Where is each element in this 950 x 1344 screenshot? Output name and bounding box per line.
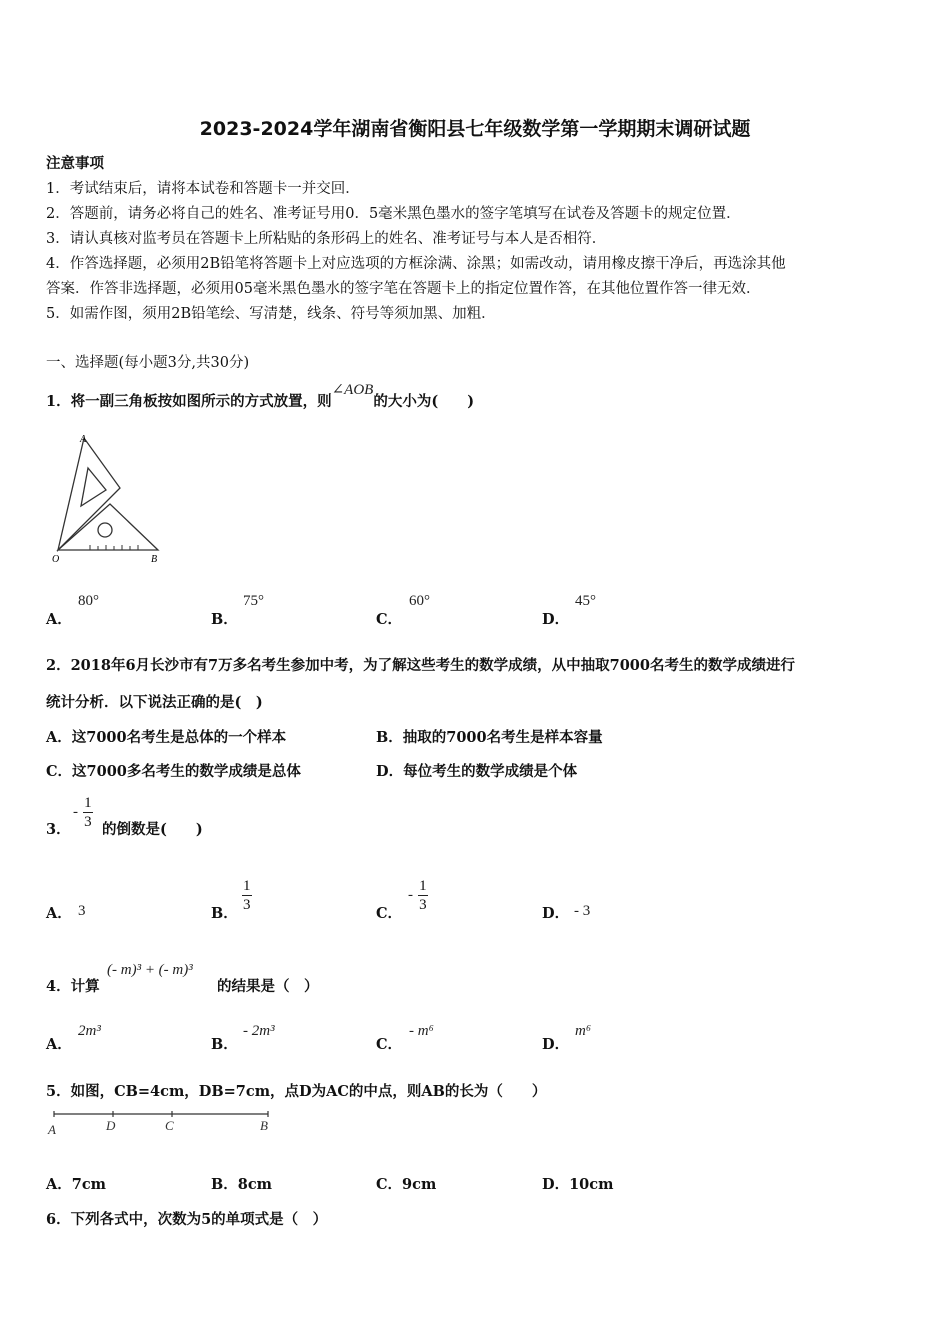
q3-option-c-letter: C． [376, 905, 403, 922]
q1-option-b-value: 75° [243, 593, 264, 609]
q4-option-d-letter: D． [542, 1036, 570, 1053]
q3-option-b-frac-d: 3 [243, 897, 251, 913]
notice-heading: 注意事项 [46, 155, 104, 172]
q2-option-a[interactable]: A．这7000名考生是总体的一个样本 [46, 729, 287, 746]
notice-item-4: 4．作答选择题，必须用2B铅笔将答题卡上对应选项的方框涂满、涂黑；如需改动，请用橡皮擦干净后，再选涂其他 [46, 256, 786, 272]
q5-option-d-letter: D． [542, 1176, 570, 1193]
point-d-label: D [106, 1118, 116, 1133]
q3-option-b-frac [242, 877, 252, 914]
q2-option-b[interactable]: B．抽取的7000名考生是样本容量 [376, 729, 603, 746]
q3-option-c-neg: - [408, 887, 413, 903]
q3-option-d-letter: D． [542, 905, 570, 922]
question-6-text: 6．下列各式中，次数为5的单项式是（ ） [46, 1211, 328, 1228]
point-b-label: B [260, 1118, 268, 1133]
q1-option-a[interactable] [46, 608, 72, 629]
q4-option-b-value: - 2m³ [243, 1023, 275, 1039]
q3-option-b-letter: B． [211, 905, 238, 922]
q5-option-b-value: 8cm [237, 1176, 273, 1193]
q3-option-a[interactable] [46, 902, 72, 923]
line-segment-figure [46, 1106, 276, 1138]
q4-option-a[interactable] [46, 1033, 72, 1054]
fig-label-o: O [52, 554, 60, 565]
page-title: 2023-2024学年湖南省衡阳县七年级数学第一学期期末调研试题 [199, 118, 751, 140]
q3-frac [83, 794, 93, 831]
q1-option-a-value: 80° [78, 593, 99, 609]
q1-option-d-letter: D． [542, 611, 570, 628]
section-heading: 一、选择题(每小题3分,共30分) [46, 355, 250, 371]
q3-option-d-value: - 3 [574, 903, 591, 919]
question-4-text-a: 4．计算 [46, 978, 100, 995]
q5-option-c-value: 9cm [402, 1176, 437, 1193]
question-3-number: 3． [46, 821, 71, 838]
q3-option-d[interactable] [542, 902, 569, 923]
q3-frac-n: 1 [84, 795, 92, 811]
notice-item-4-cont: 答案．作答非选择题，必须用05毫米黑色墨水的签字笔在答题卡上的指定位置作答，在其他位置作答一律无效． [46, 281, 761, 297]
q1-option-c-value: 60° [409, 593, 430, 609]
q4-option-c-value: - m⁶ [409, 1023, 434, 1039]
q3-option-c-value [408, 877, 428, 914]
question-3-fraction [73, 794, 93, 831]
q3-option-c-frac-n: 1 [419, 878, 427, 894]
notice-item-5: 5．如需作图，须用2B铅笔绘、写清楚，线条、符号等须加黑、加粗． [46, 306, 496, 322]
q5-option-d[interactable] [542, 1173, 613, 1194]
angle-aob: ∠AOB [331, 382, 374, 398]
notice-item-2: 2．答题前，请务必将自己的姓名、准考证号用0．5毫米黑色墨水的签字笔填写在试卷及答题卡的规定位置． [46, 206, 741, 222]
q4-option-d-value: m⁶ [575, 1023, 592, 1039]
q4-option-a-letter: A． [46, 1036, 72, 1053]
question-1-text-a: 1．将一副三角板按如图所示的方式放置，则 [46, 393, 332, 410]
q5-option-a-value: 7cm [71, 1176, 107, 1193]
q4-option-a-value: 2m³ [78, 1023, 101, 1039]
question-4-text-b: 的结果是（ ） [217, 978, 319, 995]
question-2-line-2: 统计分析．以下说法正确的是( ) [46, 694, 263, 711]
q3-option-c-frac-d: 3 [419, 897, 427, 913]
q1-option-c[interactable] [376, 608, 402, 629]
question-5-text: 5．如图，CB=4cm，DB=7cm，点D为AC的中点，则AB的长为（ ） [46, 1083, 547, 1100]
question-1 [46, 382, 475, 411]
q4-option-d[interactable] [542, 1033, 569, 1054]
q3-option-a-value: 3 [78, 903, 86, 919]
q2-option-c[interactable]: C．这7000多名考生的数学成绩是总体 [46, 763, 301, 780]
question-2-line-1: 2．2018年6月长沙市有7万多名考生参加中考，为了解这些考生的数学成绩，从中抽取7000名考生的数学成绩进行 [46, 657, 795, 674]
q1-option-c-letter: C． [376, 611, 403, 628]
fig-label-a: A [80, 434, 87, 445]
q3-option-c[interactable] [376, 902, 402, 923]
q5-option-d-value: 10cm [569, 1176, 614, 1193]
q5-option-c[interactable] [376, 1173, 436, 1194]
q1-option-a-letter: A． [46, 611, 72, 628]
q4-option-b-letter: B． [211, 1036, 238, 1053]
q3-option-a-letter: A． [46, 905, 72, 922]
question-4-expression: (- m)³ + (- m)³ [107, 962, 193, 978]
notice-item-1: 1．考试结束后，请将本试卷和答题卡一并交回． [46, 181, 360, 197]
q1-option-d-value: 45° [575, 593, 596, 609]
q1-option-b[interactable] [211, 608, 238, 629]
q4-option-c[interactable] [376, 1033, 402, 1054]
q4-option-b[interactable] [211, 1033, 238, 1054]
q3-neg-sign: - [73, 804, 78, 820]
q2-option-d[interactable]: D．每位考生的数学成绩是个体 [376, 763, 578, 780]
q3-option-b-value [242, 877, 252, 914]
q5-option-a[interactable] [46, 1173, 106, 1194]
q5-option-b[interactable] [211, 1173, 272, 1194]
q3-option-b-frac-n: 1 [243, 878, 251, 894]
q1-option-b-letter: B． [211, 611, 238, 628]
q5-option-a-letter: A． [46, 1176, 72, 1193]
q5-option-c-letter: C． [376, 1176, 403, 1193]
q1-option-d[interactable] [542, 608, 569, 629]
question-1-text-b: 的大小为( ) [373, 393, 475, 410]
notice-item-3: 3．请认真核对监考员在答题卡上所粘贴的条形码上的姓名、准考证号与本人是否相符． [46, 231, 607, 247]
q3-option-b[interactable] [211, 902, 238, 923]
q5-option-b-letter: B． [211, 1176, 238, 1193]
q3-frac-d: 3 [84, 814, 92, 830]
point-c-label: C [165, 1118, 174, 1133]
triangle-rulers-figure [48, 430, 168, 568]
q4-option-c-letter: C． [376, 1036, 403, 1053]
q3-option-c-frac [418, 877, 428, 914]
question-3-text: 的倒数是( ) [102, 821, 203, 838]
fig-label-b: B [151, 554, 158, 565]
point-a-label: A [48, 1122, 56, 1137]
